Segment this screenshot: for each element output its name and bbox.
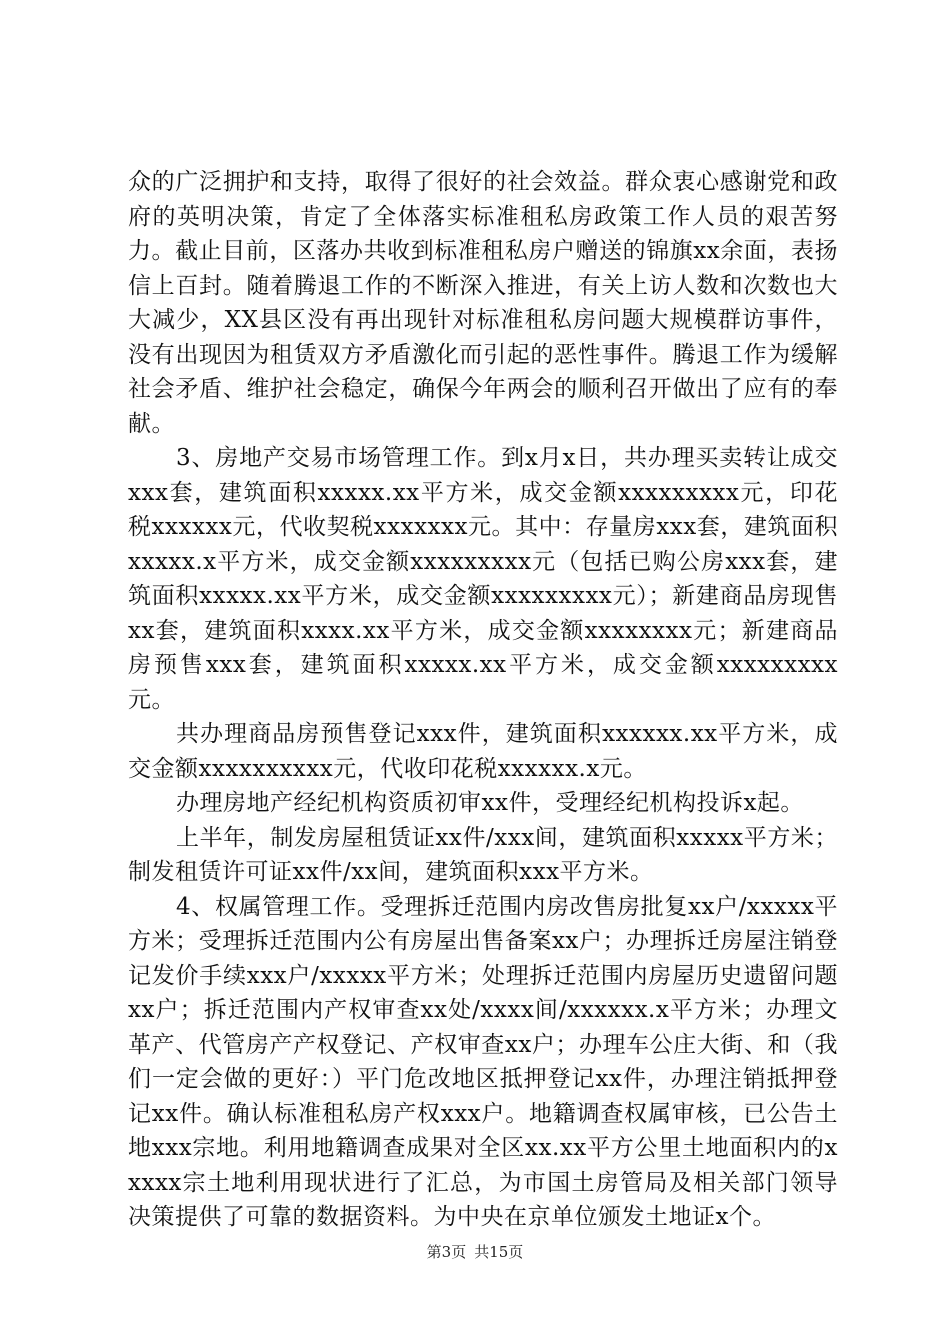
paragraph-real-estate-trading: 3、房地产交易市场管理工作。到x月x日，共办理买卖转让成交xxx套，建筑面积xxxxx.xx平方米，成交金额xxxxxxxxx元，印花税xxxxxx元，代收契税xxxxxxx元。其中：存量房xxx套，建筑面积xxxxx.x平方米，成交金额xxxxxxxxx元（包括已购公房xxx套，建筑面积xxxxx.xx平方米，成交金额xxxxxxxxx元）；新建商品房现售xx套，建筑面积xxxx.xx平方米，成交金额xxxxxxxx元；新建商品房预售xxx套，建筑面积xxxxx.xx平方米，成交金额xxxxxxxxx元。 bbox=[128, 445, 838, 713]
paragraph-agency-review: 办理房地产经纪机构资质初审xx件，受理经纪机构投诉x起。 bbox=[176, 790, 804, 816]
paragraph-continuation: 众的广泛拥护和支持，取得了很好的社会效益。群众衷心感谢党和政府的英明决策，肯定了全体落实标准租私房政策工作人员的艰苦努力。截止目前，区落办共收到标准租私房户赠送的锦旗xx余面，表扬信上百封。随着腾退工作的不断深入推进，有关上访人数和次数也大大减少，XX县区没有再出现针对标准租私房问题大规模群访事件，没有出现因为租赁双方矛盾激化而引起的恶性事件。腾退工作为缓解社会矛盾、维护社会稳定，确保今年两会的顺利召开做出了应有的奉献。 bbox=[128, 169, 838, 437]
paragraph-rental-permits: 上半年，制发房屋租赁证xx件/xxx间，建筑面积xxxxx平方米；制发租赁许可证xx件/xx间，建筑面积xxx平方米。 bbox=[128, 824, 838, 885]
page-total: 共15页 bbox=[474, 1243, 524, 1261]
page-number: 第3页 bbox=[426, 1243, 467, 1261]
paragraph-presale-registration: 共办理商品房预售登记xxx件，建筑面积xxxxxx.xx平方米，成交金额xxxxxxxxxx元，代收印花税xxxxxx.x元。 bbox=[128, 721, 838, 782]
document-body bbox=[128, 165, 838, 1235]
page-footer bbox=[0, 1242, 950, 1262]
paragraph-ownership-management: 4、权属管理工作。受理拆迁范围内房改售房批复xx户/xxxxx平方米；受理拆迁范围内公有房屋出售备案xx户；办理拆迁房屋注销登记发价手续xxx户/xxxxx平方米；处理拆迁范围内房屋历史遗留问题xx户；拆迁范围内产权审查xx处/xxxx间/xxxxxx.x平方米；办理文革产、代管房产产权登记、产权审查xx户；办理车公庄大街、和（我们一定会做的更好：）平门危改地区抵押登记xx件，办理注销抵押登记xx件。确认标准租私房产权xxx户。地籍调查权属审核，已公告土地xxx宗地。利用地籍调查成果对全区xx.xx平方公里土地面积内的xxxxx宗土地利用现状进行了汇总，为市国土房管局及相关部门领导决策提供了可靠的数据资料。为中央在京单位颁发土地证x个。 bbox=[128, 893, 838, 1230]
